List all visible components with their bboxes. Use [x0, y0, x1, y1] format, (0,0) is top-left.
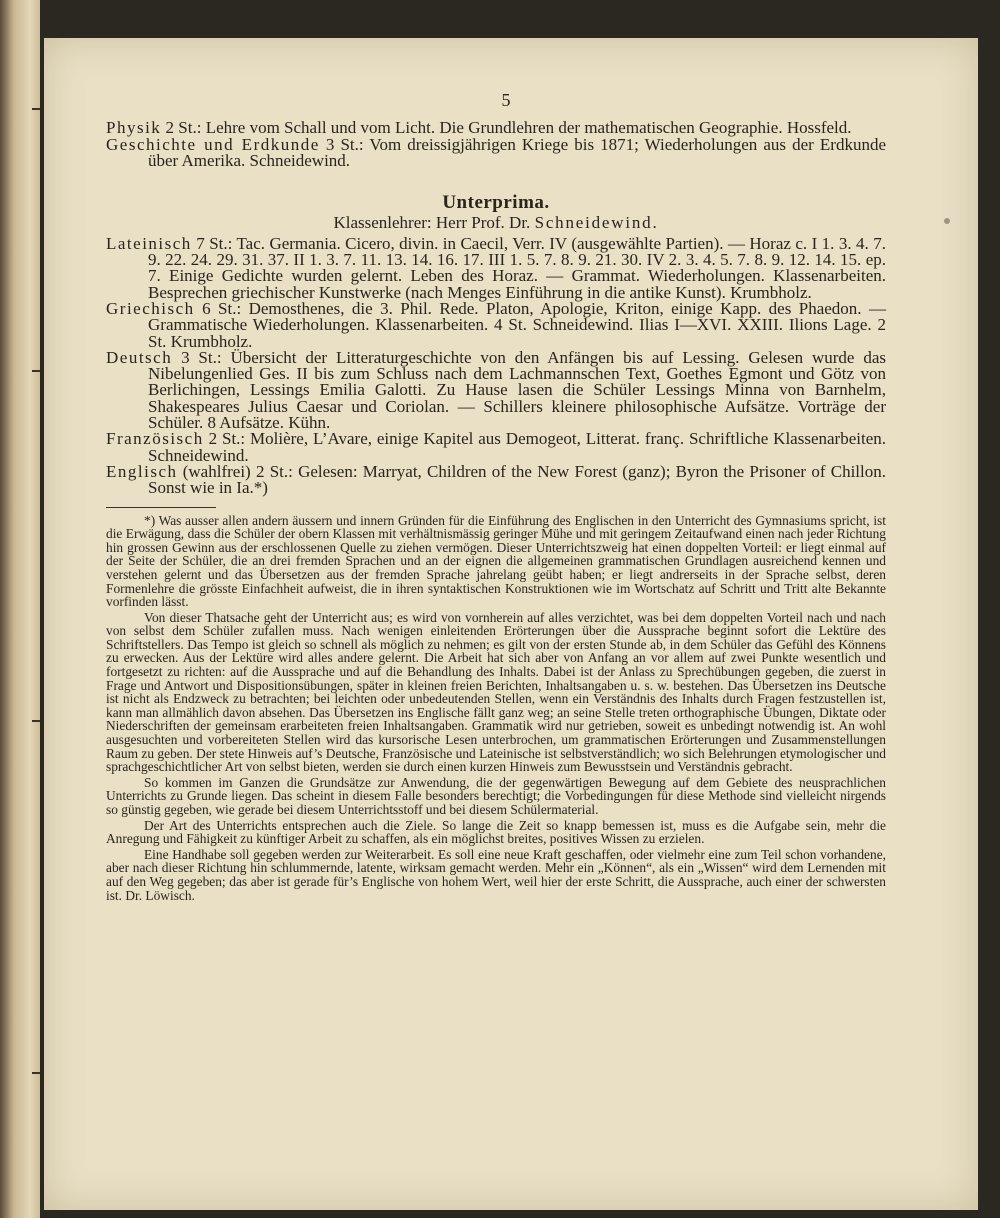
subject-label: Geschichte und Erdkunde	[106, 134, 320, 154]
entry-lateinisch	[106, 233, 886, 302]
entry-text: (wahlfrei) 2 St.: Gelesen: Marryat, Children of the New Forest (ganz); Byron the Prisoner of Chillon. Sonst wie in Ia.*)	[148, 461, 886, 498]
entry-text: 3 St.: Übersicht der Litteraturgeschichte von den Anfängen bis auf Lessing. Gelesen wurde das Nibelungenlied Ges. II bis zum Schluss nach dem Lachmannschen Text, Goethes Egmont und Götz von Berlichingen, Lessings Emilia Galotti. Zu Hause lasen die Schüler Lessings Minna von Barnhelm, Shakespeares Julius Caesar und Coriolan. — Schillers kleinere philosophische Aufsätze. Vorträge der Schüler. 8 Aufsätze. Kühn.	[148, 347, 886, 433]
book-binding	[0, 0, 40, 1218]
subject-label: Französisch	[106, 429, 204, 449]
entry-text: 3 St.: Vom dreissigjährigen Kriege bis 1871; Wiederholungen aus der Erdkunde über Amerika. Schneidewind.	[148, 134, 886, 170]
footnote-paragraph: *) Was ausser allen andern äussern und innern Gründen für die Einführung des Englischen in den Unterricht des Gymnasiums spricht, ist die Erwägung, dass die Schüler der obern Klassen mit verhältnismässig geringer Mühe und mit geringem Zeitaufwand einen nach jeder Richtung hin grossen Gewinn aus der erschlossenen Quelle zu ziehen vermögen. Dieser Unterrichtszweig hat einen doppelten Vorteil: er liegt einmal auf der Seite der Schüler, die an drei fremden Sprachen und an der eignen die allgemeinen grammatischen Grundlagen ausreichend kennen und verstehen gelernt und das Übersetzen aus der fremden Sprache jahrelang geübt haben; er liegt andrerseits in der Sprache selbst, deren Formenlehre die grösste Einfachheit aufweist, die in ihren syntaktischen Konstruktionen wie im Wortschatz auf Schritt und Tritt alte Bekannte vorfinden lässt.	[106, 512, 886, 610]
footnote-divider	[106, 507, 216, 508]
entry-franzoesisch	[106, 431, 886, 464]
ink-spot	[944, 218, 950, 224]
subject-label: Englisch	[106, 461, 178, 481]
section-title: Unterprima.	[442, 192, 550, 214]
footnote-paragraph: Der Art des Unterrichts entsprechen auch die Ziele. So lange die Zeit so knapp bemessen ist, muss es die Aufgabe sein, mehr die Anregung und Fähigkeit zu künftiger Arbeit zu schaffen, als ein möglichst breites, positives Wissen zu erzielen.	[106, 817, 886, 847]
teacher-name: Schneidewind.	[534, 213, 659, 233]
entry-text: 7 St.: Tac. Germania. Cicero, divin. in Caecil, Verr. IV (ausgewählte Partien). — Horaz c. I 1. 3. 4. 7. 9. 22. 24. 29. 31. 37. II 1. 3. 7. 11. 13. 14. 16. 17. III 1. 5. 7. 8. 9. 21. 30. IV 2. 3. 4. 5. 7. 8. 9. 12. 14. 15. ep. 7. Einige Gedichte wurden gelernt. Leben des Horaz. — Grammat. Wiederholungen. Klassenarbeiten. Besprechen griechischer Kunstwerke (nach Menges Einführung in die antike Kunst). Krumbholz.	[148, 233, 886, 302]
page-content	[106, 92, 886, 902]
page-number: 5	[501, 90, 511, 110]
footnote-paragraph: So kommen im Ganzen die Grundsätze zur Anwendung, die der gegenwärtigen Bewegung auf dem Gebiete des neusprachlichen Unterrichts zu Grunde liegen. Das scheint in diesem Falle besonders berechtigt; die Vorbedingungen für diese Methode sind vielleicht nirgends so günstig gegeben, wie gerade bei diesem Unterrichtsstoff und bei diesem Schülermaterial.	[106, 774, 886, 817]
subject-label: Griechisch	[106, 298, 195, 318]
entry-text: 2 St.: Lehre vom Schall und vom Licht. Die Grundlehren der mathematischen Geographie. Hossfeld.	[161, 118, 852, 138]
entry-griechisch	[106, 298, 886, 351]
subject-label: Deutsch	[106, 347, 173, 367]
entry-englisch	[106, 461, 886, 498]
section-teacher	[106, 215, 886, 231]
subject-label: Lateinisch	[106, 233, 192, 253]
entry-geschichte	[106, 134, 886, 170]
footnote-paragraph: Von dieser Thatsache geht der Unterricht aus; es wird von vornherein auf alles verzichtet, was bei dem doppelten Vorteil nach und nach von selbst dem Schüler zufallen muss. Nach wenigen einleitenden Erörterungen über die Aussprache beginnt sofort die Lektüre des Schriftstellers. Das Tempo ist gleich so schnell als möglich zu nehmen; es gilt von der ersten Stunde ab, in dem Schüler das Gefühl des Könnens zu erwecken. Aus der Lektüre wird alles andere gelernt. Die Arbeit hat sich aber von Anfang an vor allem auf zwei Punkte wesentlich und fortgesetzt zu richten: auf die Aussprache und auf die Behandlung des Inhalts. Dabei ist der Anlass zu Sprechübungen gegeben, die zuerst in Frage und Antwort und Dispositionsübungen, später in kleinen freien Berichten, Inhaltsangaben u. s. w. bestehen. Das Übersetzen ins Deutsche ist nicht als Endzweck zu betrachten; bei leichten oder unbedeutenden Stellen, wenn ein Verständnis des Inhalts durch Fragen festzustellen ist, kann man allmählich davon absehen. Das Übersetzen ins Englische fällt ganz weg; an seine Stelle treten orthographische Übungen, Diktate oder Niederschriften der gemeinsam erarbeiteten freien Inhaltsangaben. Grammatik wird nur getrieben, soweit es unbedingt notwendig ist. An wohl ausgesuchten und vorbereiteten Stellen wird das kursorische Lesen unterbrochen, um grammatischen Erörterungen und Zusammenstellungen Raum zu geben. Der stete Hinweis auf’s Deutsche, Französische und Lateinische ist selbstverständlich; wo sich Belehrungen etymologischer und sprachgeschichtlicher Art von selbst bieten, werden sie durch einen kurzen Hinweis zum Bewusstsein und Verständnis gebracht.	[106, 609, 886, 775]
teacher-label: Klassenlehrer: Herr Prof. Dr.	[333, 213, 535, 233]
footnote-paragraph: Eine Handhabe soll gegeben werden zur Weiterarbeit. Es soll eine neue Kraft geschaffen, oder vielmehr eine zum Teil schon vorhandene, aber nach dieser Richtung hin schlummernde, latente, wirksam gemacht werden. Mehr ein „Können“, als ein „Wissen“ wird dem Lernenden mit auf den Weg gegeben; das aber ist gerade für’s Englische von hohem Wert, weil hier der erste Schritt, die Aussprache, auch einer der schwersten ist. Dr. Löwisch.	[106, 846, 886, 903]
entry-deutsch	[106, 347, 886, 433]
subject-label: Physik	[106, 118, 162, 138]
entry-text: 2 St.: Molière, L’Avare, einige Kapitel aus Demogeot, Litterat. franç. Schriftliche Klassenarbeiten. Schneidewind.	[148, 429, 886, 465]
book-page	[44, 38, 978, 1210]
entry-text: 6 St.: Demosthenes, die 3. Phil. Rede. Platon, Apologie, Kriton, einige Kapp. des Phaedon. — Grammatische Wiederholungen. Klassenarbeiten. 4 St. Schneidewind. Ilias I—XVI. XXIII. Ilions Lage. 2 St. Krumbholz.	[148, 298, 886, 351]
